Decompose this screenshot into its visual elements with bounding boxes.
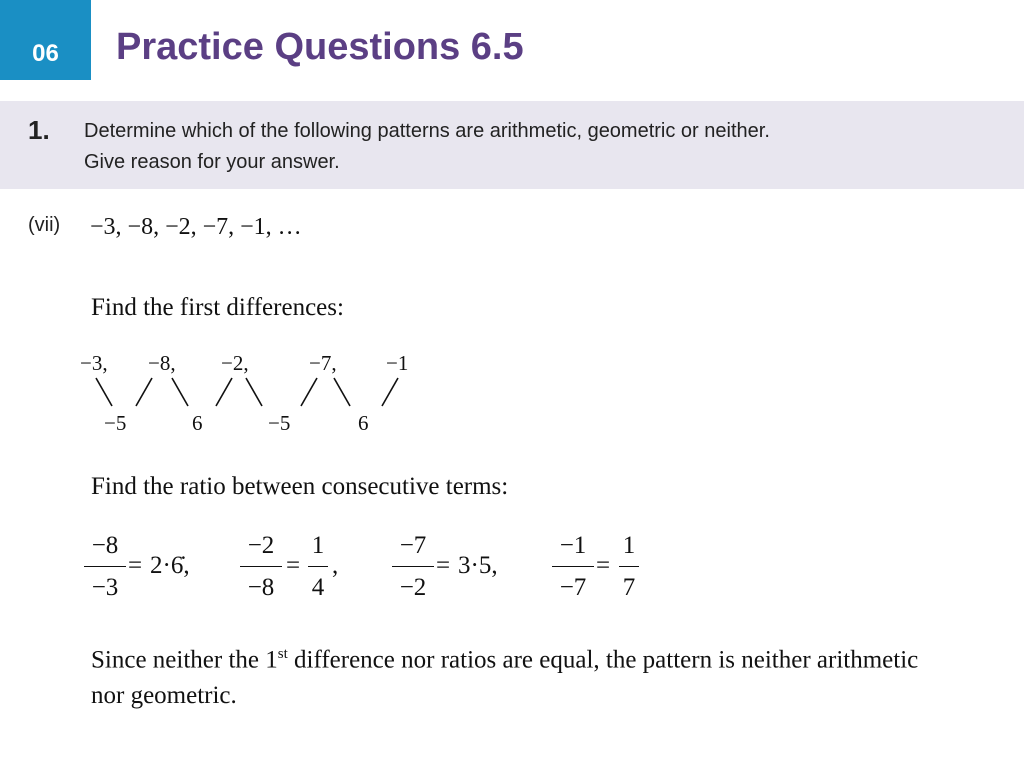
connector-line <box>382 378 398 406</box>
connector-line <box>172 378 188 406</box>
fraction-bar <box>619 566 639 567</box>
ratio-result: 2·6̇, <box>150 552 190 579</box>
ratio-item <box>390 530 520 610</box>
denominator: −7 <box>559 574 587 601</box>
first-differences-heading: Find the first differences: <box>91 294 344 321</box>
denominator: 7 <box>622 574 636 601</box>
numerator: 1 <box>311 532 325 559</box>
equals-sign: = <box>286 552 301 579</box>
question-band <box>0 101 1024 189</box>
difference: 6 <box>192 411 203 435</box>
connector-line <box>136 378 152 406</box>
connector-line <box>216 378 232 406</box>
ratio-item <box>550 530 660 610</box>
difference: 6 <box>358 411 369 435</box>
equals-sign: = <box>436 552 451 579</box>
page-title: Practice Questions 6.5 <box>116 26 524 68</box>
equals-sign: = <box>596 552 611 579</box>
question-line-1: Determine which of the following patterns are arithmetic, geometric or neither. <box>84 120 770 142</box>
fraction-bar <box>240 566 282 567</box>
term: −7, <box>309 351 337 375</box>
ratio-heading: Find the ratio between consecutive terms: <box>91 473 509 500</box>
denominator: −2 <box>399 574 427 601</box>
conclusion-text: Since neither the 1 <box>91 646 278 674</box>
conclusion <box>91 636 951 714</box>
part-label: (vii) <box>28 214 61 236</box>
fraction-bar <box>392 566 434 567</box>
ratio-item <box>82 530 212 610</box>
ratio-result: 3·5, <box>458 552 498 579</box>
equals-sign: = <box>128 552 143 579</box>
numerator: −7 <box>399 532 427 559</box>
connector-line <box>246 378 262 406</box>
ordinal-suffix: st <box>277 646 288 662</box>
question-number: 1. <box>28 115 50 145</box>
denominator: −3 <box>91 574 119 601</box>
separator: , <box>332 552 339 579</box>
sequence: −3, −8, −2, −7, −1, … <box>90 214 302 240</box>
numerator: −2 <box>247 532 275 559</box>
differences-diagram <box>76 346 436 442</box>
numerator: −8 <box>91 532 119 559</box>
fraction-bar <box>308 566 328 567</box>
ratio-item <box>238 530 358 610</box>
denominator: −8 <box>247 574 275 601</box>
term: −3, <box>80 351 108 375</box>
numerator: −1 <box>559 532 587 559</box>
chapter-number: 06 <box>32 40 59 67</box>
term: −1 <box>386 351 409 375</box>
term: −8, <box>148 351 176 375</box>
connector-lines <box>96 378 398 406</box>
fraction-bar <box>552 566 594 567</box>
connector-line <box>96 378 112 406</box>
chapter-badge <box>0 0 91 80</box>
numerator: 1 <box>622 532 636 559</box>
question-text <box>84 116 770 178</box>
question-line-2: Give reason for your answer. <box>84 151 340 173</box>
connector-line <box>301 378 317 406</box>
term: −2, <box>221 351 249 375</box>
denominator: 4 <box>311 574 325 601</box>
fraction-bar <box>84 566 126 567</box>
difference: −5 <box>104 411 127 435</box>
connector-line <box>334 378 350 406</box>
conclusion-text-cont: difference nor ratios are equal, the pattern is neither arithmetic nor geometric. <box>91 646 919 710</box>
difference: −5 <box>268 411 291 435</box>
